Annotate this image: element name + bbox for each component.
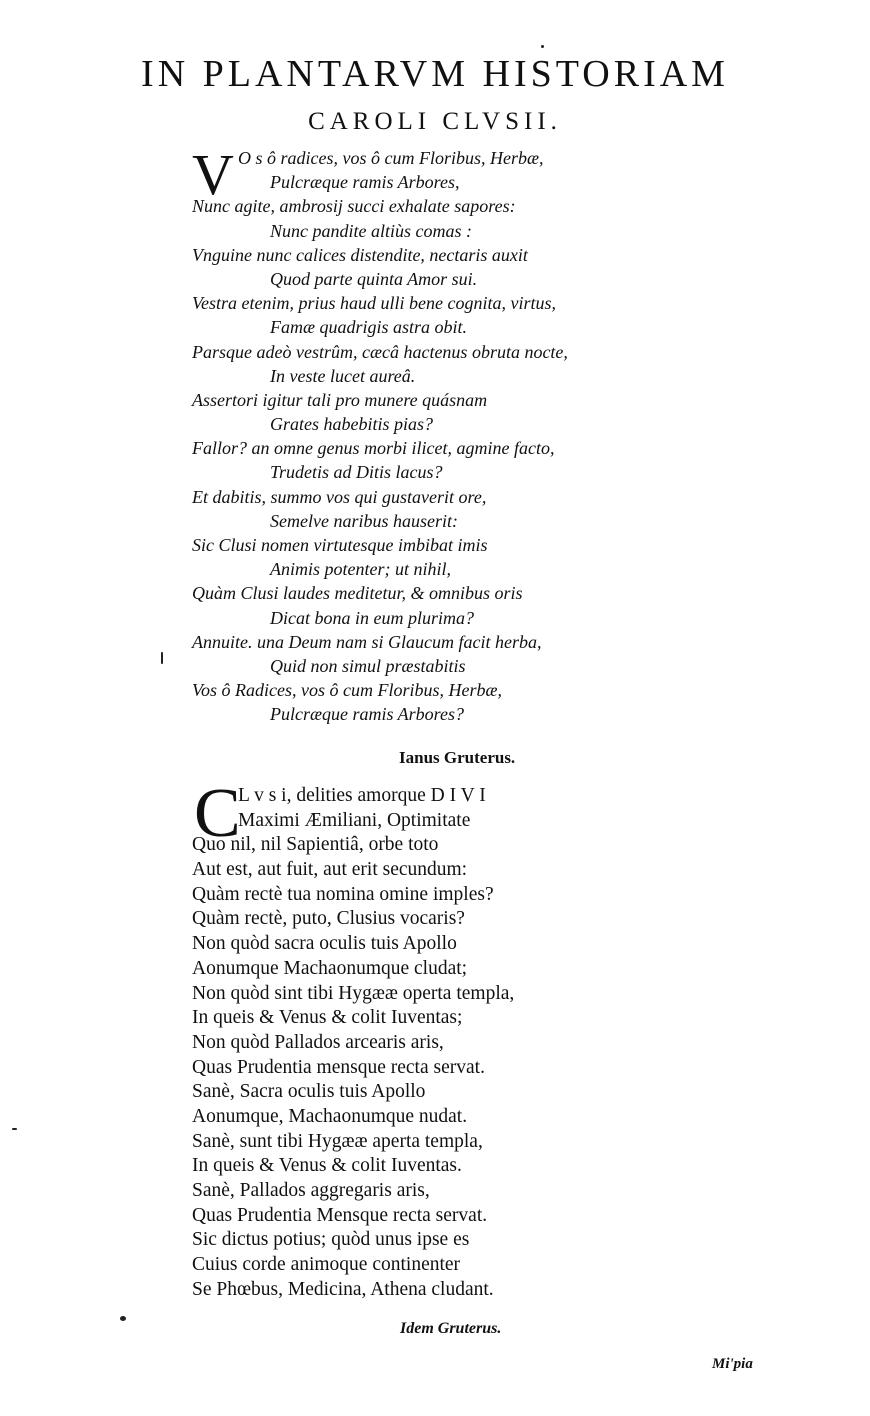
poem-line: O s ô radices, vos ô cum Floribus, Herbæ, xyxy=(238,148,544,168)
poem-line: Maximi Æmiliani, Optimitate xyxy=(238,809,471,831)
poem-line: Quàm Clusi laudes meditetur, & omnibus oris xyxy=(192,583,523,604)
poem-line: Parsque adeò vestrûm, cæcâ hactenus obruta nocte, xyxy=(192,341,568,362)
poem-line: Dicat bona in eum plurima? xyxy=(270,607,474,628)
poem-line: Quas Prudentia Mensque recta servat. xyxy=(192,1204,488,1226)
poem-line: Annuite. una Deum nam si Glaucum facit herba, xyxy=(192,631,542,652)
poem-line: Assertori igitur tali pro munere quásnam xyxy=(192,389,488,410)
poem-line: Sanè, Sacra oculis tuis Apollo xyxy=(192,1081,426,1103)
poem-line: Vos ô Radices, vos ô cum Floribus, Herbæ, xyxy=(192,680,502,701)
poem-line: Quàm rectè, puto, Clusius vocaris? xyxy=(192,908,465,930)
ink-speck xyxy=(120,1316,126,1321)
poem-line: Nunc pandite altiùs comas : xyxy=(270,220,472,241)
poem-line: Quid non simul præstabitis xyxy=(270,655,466,676)
catchword: Mi'pia xyxy=(712,1356,753,1372)
poem-line: Se Phœbus, Medicina, Athena cludant. xyxy=(192,1278,494,1300)
poem-line: Pulcræque ramis Arbores? xyxy=(270,704,465,725)
poem-line: Quas Prudentia mensque recta servat. xyxy=(192,1056,485,1078)
poem-line: Aonumque, Machaonumque nudat. xyxy=(192,1105,468,1127)
poem-line: Cuius corde animoque continenter xyxy=(192,1254,461,1276)
poem-line: Non quòd sint tibi Hygææ operta templa, xyxy=(192,982,515,1004)
poem-line: Sic Clusi nomen virtutesque imbibat imis xyxy=(192,535,488,555)
poem-line: Sic dictus potius; quòd unus ipse es xyxy=(192,1229,470,1251)
poem-line: Grates habebitis pias? xyxy=(270,414,434,435)
signature-second: Idem Gruterus. xyxy=(400,1320,502,1337)
poem-line: Semelve naribus hauserit: xyxy=(270,510,458,531)
drop-cap-v: V xyxy=(192,142,234,207)
poem-line: Aut est, aut fuit, aut erit secundum: xyxy=(192,859,468,881)
poem-line: Famæ quadrigis astra obit. xyxy=(270,317,468,338)
poem-line: Fallor? an omne genus morbi ilicet, agmine facto, xyxy=(192,438,555,459)
poem-line: In queis & Venus & colit Iuventas; xyxy=(192,1007,463,1029)
drop-cap-c: C xyxy=(194,775,241,852)
signature-first: Ianus Gruterus. xyxy=(399,748,516,767)
poem-line: Quàm rectè tua nomina omine imples? xyxy=(192,883,494,905)
poem-line: Quo nil, nil Sapientiâ, orbe toto xyxy=(192,834,439,856)
poem-line: Animis potenter; ut nihil, xyxy=(270,559,451,580)
ink-speck xyxy=(161,652,163,664)
poem-line: Trudetis ad Ditis lacus? xyxy=(270,462,443,483)
poem-line: Nunc agite, ambrosij succi exhalate sapores: xyxy=(192,196,516,217)
poem-line: Sanè, Pallados aggregaris aris, xyxy=(192,1180,430,1201)
poem-line: In veste lucet aureâ. xyxy=(270,365,416,386)
ink-speck xyxy=(12,1128,17,1130)
poem-line: Pulcræque ramis Arbores, xyxy=(270,172,460,193)
poem-line: In queis & Venus & colit Iuventas. xyxy=(192,1155,462,1177)
poem-second xyxy=(192,775,632,1302)
poem-line: L v s i, delities amorque D I V I xyxy=(238,785,486,806)
poem-line: Quod parte quinta Amor sui. xyxy=(270,268,478,289)
poem-line: Aonumque Machaonumque cludat; xyxy=(192,957,468,979)
poem-line: Non quòd sacra oculis tuis Apollo xyxy=(192,933,457,955)
poem-line: Non quòd Pallados arcearis aris, xyxy=(192,1031,444,1053)
poem-line: Vnguine nunc calices distendite, nectaris auxit xyxy=(192,244,528,265)
poem-line: Sanè, sunt tibi Hygææ aperta templa, xyxy=(192,1130,483,1152)
poem-line: Vestra etenim, prius haud ulli bene cognita, virtus, xyxy=(192,293,556,314)
poem-first xyxy=(192,142,632,727)
page-subtitle: CAROLI CLVSII. xyxy=(308,108,562,135)
ink-speck xyxy=(541,45,544,48)
poem-line: Et dabitis, summo vos qui gustaverit ore, xyxy=(192,486,487,507)
page-title: IN PLANTARVM HISTORIAM xyxy=(141,53,729,95)
